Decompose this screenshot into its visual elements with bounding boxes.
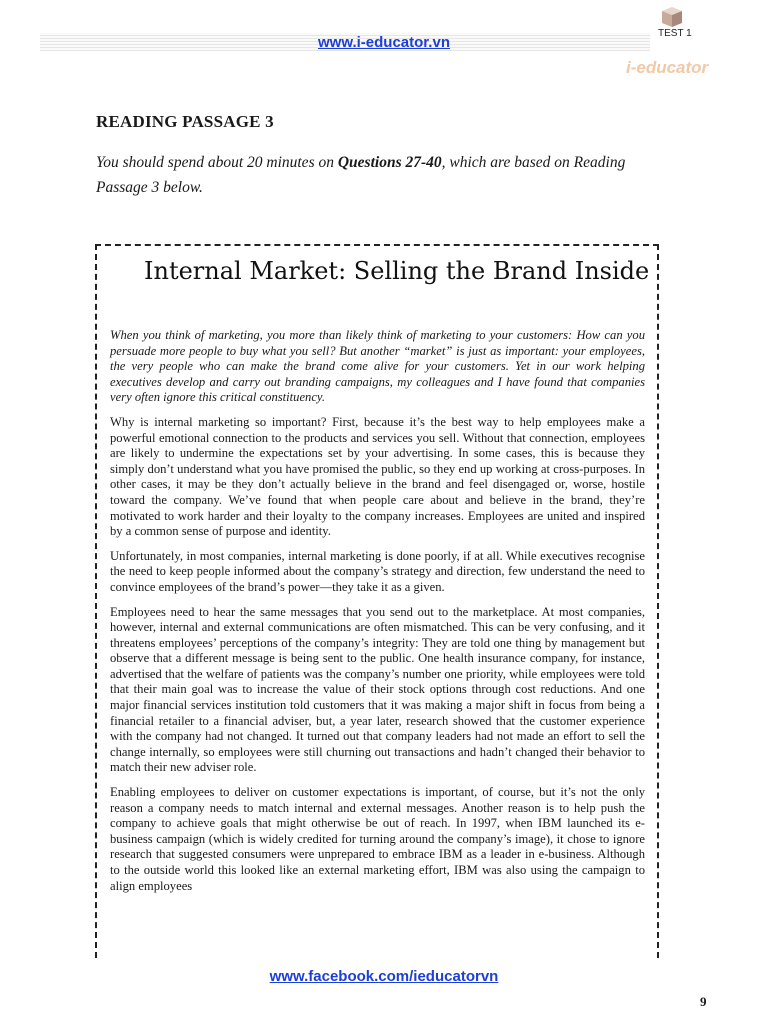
article-paragraph: Enabling employees to deliver on customer expectations is important, of course, but it’s not the only reason a company needs to match internal and external messages. Another reason is to help push the company to achieve goals that might otherwise be out of reach. In 1997, when IBM launched its e-business campaign (which is widely credited for turning around the company’s image), it chose to ignore research that suggested consumers were unprepared to embrace IBM as a leader in e-business. Although to the outside world this looked like an external marketing effort, IBM was also using the campaign to align employees bbox=[110, 785, 645, 893]
instruction-questions: Questions 27-40 bbox=[337, 154, 442, 171]
passage-heading: READING PASSAGE 3 bbox=[96, 112, 274, 131]
facebook-link[interactable]: www.facebook.com/ieducatorvn bbox=[269, 968, 499, 985]
instruction-suffix: , which are based on Reading Passage 3 below. bbox=[96, 154, 626, 196]
instruction-prefix: You should spend about 20 minutes on bbox=[96, 154, 338, 171]
site-link[interactable]: www.i-educator.vn bbox=[318, 34, 450, 51]
brand-logo-icon bbox=[660, 6, 684, 28]
article-paragraph: When you think of marketing, you more than likely think of marketing to your customers: How can you persuade more people to buy what you sell? But another “market” is just as important: your employees, the very people who can make the brand come alive for your customers. Yet in our work helping executives develop and carry out branding campaigns, my colleagues and I have found that companies very often ignore this critical constituency. bbox=[110, 328, 645, 405]
page-number: 9 bbox=[700, 994, 707, 1009]
article-paragraph: Unfortunately, in most companies, internal marketing is done poorly, if at all. While executives recognise the need to keep people informed about the company’s strategy and direction, few understand the need to convince employees of the brand’s power—they take it as a given. bbox=[110, 548, 645, 594]
article-paragraph: Employees need to hear the same messages that you send out to the marketplace. At most companies, however, internal and external communications are often mismatched. This can be very confusing, and it threatens employees’ perceptions of the company’s integrity: They are told one thing by management but observe that a different message is being sent to the public. One health insurance company, for instance, advertised that the welfare of patients was the company’s number one priority, while employees were told that their main goal was to increase the value of their stock options through cost reductions. And one major financial services institution told customers that it was making a major shift in focus from being a financial retailer to a financial adviser, but, a year later, research showed that the customer experience with the company had not changed. It turned out that company leaders had not made an effort to sell the change internally, so employees were still churning out transactions and hadn’t changed their behavior to match their new adviser role. bbox=[110, 604, 645, 775]
instruction-text bbox=[96, 150, 666, 200]
article-title: Internal Market: Selling the Brand Inside bbox=[144, 257, 650, 285]
test-tag: TEST 1 bbox=[658, 28, 692, 39]
article-body bbox=[110, 328, 645, 903]
brand-name: i-educator bbox=[626, 58, 709, 77]
article-paragraph: Why is internal marketing so important? First, because it’s the best way to help employees make a powerful emotional connection to the products and services you sell. Without that connection, employees are likely to undermine the expectations set by your advertising. In some cases, this is because they simply don’t understand what you have promised the public, so they end up working at cross-purposes. In other cases, it may be they don’t actually believe in the brand and feel disengaged or, worse, hostile toward the company. We’ve found that when people care about and believe in the brand, they’re motivated to work harder and their loyalty to the company increases. Employees are united and inspired by a common sense of purpose and identity. bbox=[110, 414, 645, 539]
